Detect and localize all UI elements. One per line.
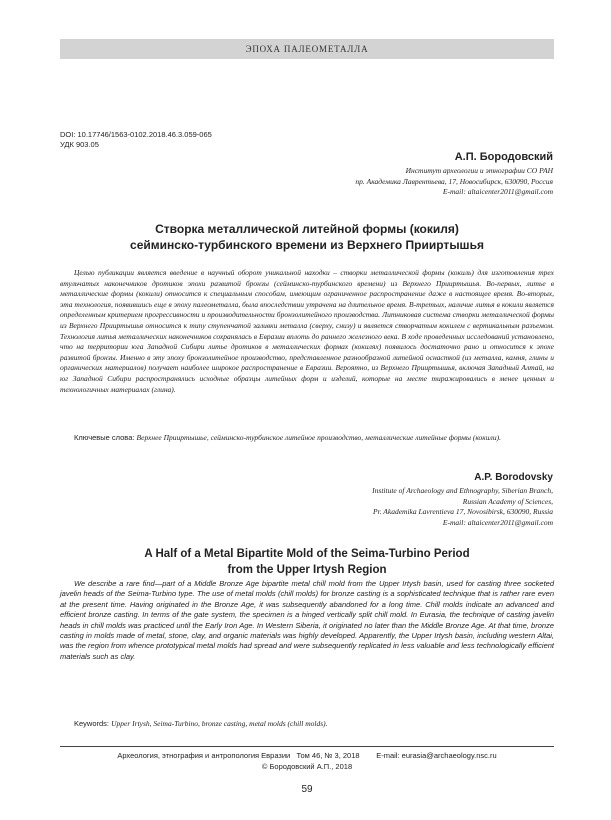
footer-copyright: © Бородовский А.П., 2018: [261, 762, 353, 771]
author-name-ru: А.П. Бородовский: [454, 151, 553, 163]
footer-divider: [60, 746, 554, 747]
doi: DOI: 10.17746/1563-0102.2018.46.3.059-065: [60, 130, 212, 139]
author-email-ru: E-mail: altaicenter2011@gmail.com: [442, 187, 553, 196]
author-name-en: A.P. Borodovsky: [474, 472, 553, 483]
author-email-en: E-mail: altaicenter2011@gmail.com: [442, 517, 553, 527]
title-en-line-2: from the Upper Irtysh Region: [227, 564, 387, 576]
author-block-en: [372, 472, 553, 528]
title-ru-line-2: сейминско-турбинского времени из Верхнего Прииртышья: [130, 238, 484, 252]
title-ru: [60, 221, 554, 253]
keywords-en: [60, 719, 554, 730]
keywords-en-text: Upper Irtysh, Seima-Turbino, bronze casting, metal molds (chill molds).: [111, 719, 328, 728]
title-ru-line-1: Створка металлической литейной формы (кокиля): [155, 222, 459, 236]
keywords-ru-text: Верхнее Прииртышье, сейминско-турбинское литейное производство, металлические литейные формы (кокили).: [136, 433, 501, 442]
abstract-ru: Целью публикации является введение в научный оборот уникальной находки – створки металлической формы (кокиль) для изготовления трех втульчатых наконечников дротиков эпохи развитой бронзы (сейминско-турбинского времени) из Верхнего Прииртышья. Во-первых, литье в металлические формы (кокили) относится к специальным способам, имеющим ограниченное распространение даже в настоящее время. Во-вторых, эта технология, появившись еще в эпоху палеометалла, была впоследствии утрачена на длительное время. В-третьих, наличие литья в кокили является определенным критерием прогрессивности и производительности бронзолитейного производства. Литниковая система створки металлической формы из Верхнего Прииртышья относится к типу ступенчатой заливки металла (сверху, снизу) и является створчатым кокилем с вертикальным разъемом. Технология литья металлических наконечников сохранялась в Евразии вплоть до раннего железного века. В ходе проведенных исследований установлено, что на территории юга Западной Сибири литье дротиков в металлических формах (кокилях) появилось достаточно рано и относится к эпохе развитой бронзы. Именно в эту эпоху бронзолитейное производство, представленное разнообразной литейной оснасткой (из металла, камня, глины и органических материалов) получает наиболее широкое распространение в Евразии. Вероятно, из Верхнего Прииртышья, включая Западный Алтай, на юг Западной Сибири распространялись исходные образцы литейных форм и изделий, которые на месте тиражировались в менее ценных и технологичных материалах (глина).: [60, 268, 554, 394]
title-en: [60, 546, 554, 578]
author-affiliation-ru-1: Институт археологии и этнографии СО РАН: [405, 166, 553, 175]
author-affiliation-en-3: Pr. Akademika Lavrentieva 17, Novosibirsk, 630090, Russia: [373, 507, 553, 516]
section-title: ЭПОХА ПАЛЕОМЕТАЛЛА: [245, 44, 369, 54]
title-en-line-1: A Half of a Metal Bipartite Mold of the Seima-Turbino Period: [144, 548, 470, 560]
author-block-ru: [355, 151, 553, 198]
page-number: 59: [301, 784, 313, 795]
author-affiliation-en-1: Institute of Archaeology and Ethnography, Siberian Branch,: [372, 486, 553, 495]
keywords-en-label: Keywords:: [74, 719, 110, 728]
abstract-en: We describe a rare find—part of a Middle Bronze Age bipartite metal chill mold from the Upper Irtysh basin, used for casting three socketed javelin heads of the Seima-Turbino type. The use of metal molds (chill molds) for bronze casting is a sophisticated technique that is rather rare even at the present time. Having originated in the Bronze Age, it was subsequently abandoned for a long time. Chill molds indicate an advanced and efficient bronze casting. In terms of the gate system, the specimen is a hinged vertically split chill mold. In Eurasia, the technique of casting javelin heads in chill molds was practiced until the Early Iron Age. In Western Siberia, it originated no later than the Middle Bronze Age. At that time, bronze casting in molds made of metal, stone, clay, and organic materials was highly developed. Apparently, the Upper Irtysh basin, including western Altai, was the region from whence prototypical metal molds had spread and were subsequently replicated in less valuable and less technologically efficient materials such as clay.: [60, 579, 554, 661]
author-affiliation-ru-2: пр. Академика Лаврентьева, 17, Новосибирск, 630090, Россия: [355, 176, 553, 186]
keywords-ru-label: Ключевые слова:: [74, 433, 135, 442]
footer-journal-line: Археология, этнография и антропология Евразии Том 46, № 3, 2018 E-mail: eurasia@archaeology.nsc.ru: [117, 751, 497, 760]
keywords-ru: [60, 433, 554, 444]
author-affiliation-en-2: Russian Academy of Sciences,: [462, 496, 553, 506]
udk: УДК 903.05: [60, 140, 99, 149]
section-header-band: [60, 39, 554, 59]
